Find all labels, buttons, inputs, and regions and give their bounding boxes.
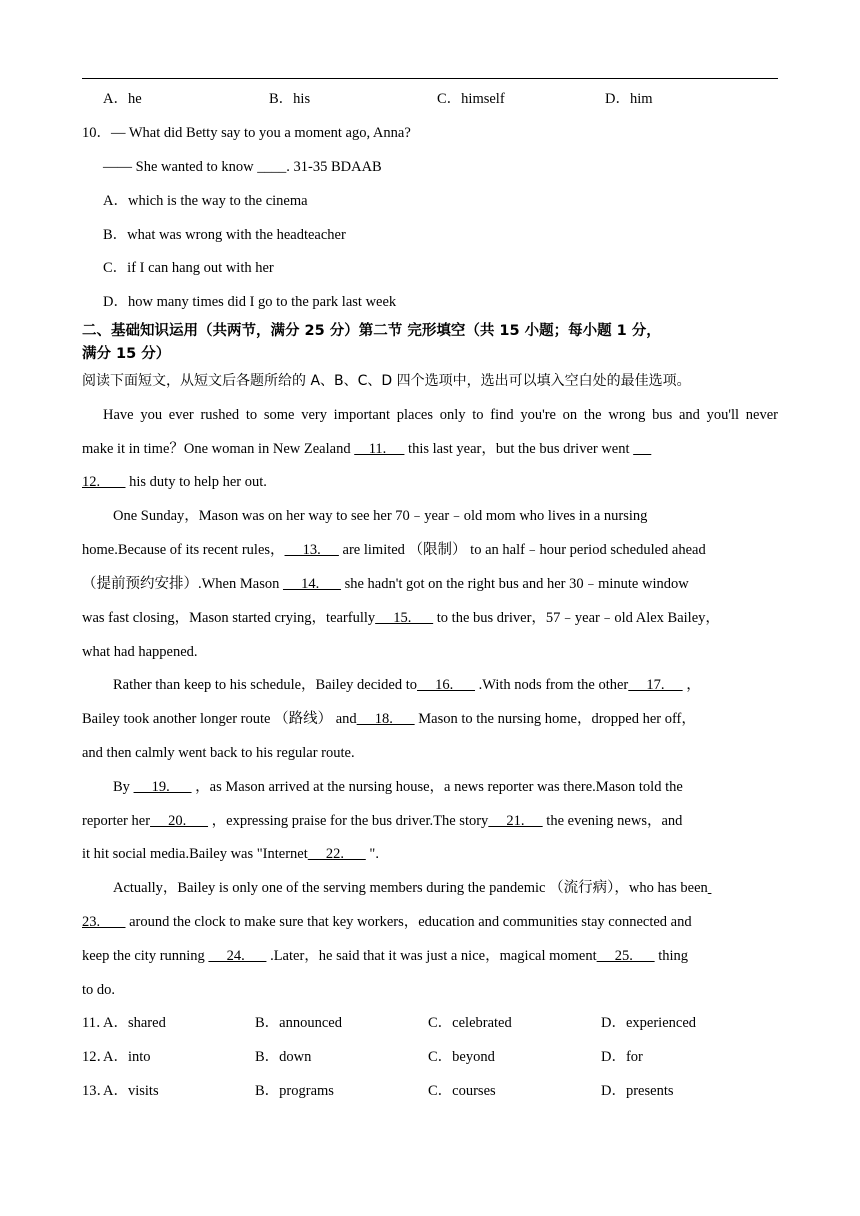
passage-line	[82, 540, 778, 560]
blank-18: 18.	[356, 711, 415, 727]
section-instruction: 阅读下面短文，从短文后各题所给的 A、B、C、D 四个选项中，选出可以填入空白处的最佳选项。	[82, 373, 691, 389]
blank-13: 13.	[284, 542, 339, 558]
q9-option-c: C．himself	[437, 91, 505, 107]
q9-option-d: D．him	[605, 91, 653, 107]
blank-22: 22.	[307, 846, 366, 862]
blank-11: 11.	[354, 441, 405, 457]
passage-text: ，	[682, 677, 701, 693]
passage-line	[113, 675, 809, 695]
passage-text: reporter her	[82, 813, 151, 829]
passage-text: are limited （限制） to an half﹣hour period scheduled ahead	[338, 542, 706, 558]
passage-text: around the clock to make sure that key workers，education and communities stay connected and	[125, 914, 692, 930]
blank-16: 16.	[417, 677, 476, 693]
passage-text: she hadn't got on the right bus and her 30﹣minute window	[340, 576, 689, 592]
blank-12: 12.	[82, 474, 126, 490]
blank-15: 15.	[375, 610, 434, 626]
passage-text: thing	[654, 948, 689, 964]
passage-text: was fast closing，Mason started crying，tearfully	[82, 610, 376, 626]
question-number: 13．	[82, 1083, 111, 1099]
q9-option-b: B．his	[269, 91, 311, 107]
blank-24: 24.	[208, 948, 267, 964]
blank-21: 21.	[488, 813, 543, 829]
passage-line	[113, 878, 809, 898]
header-rule	[82, 78, 778, 79]
passage-line	[82, 946, 778, 966]
passage-text: the evening news，and	[542, 813, 683, 829]
passage-text: By	[113, 779, 134, 795]
blank-17: 17.	[628, 677, 683, 693]
blank-25: 25.	[596, 948, 655, 964]
q10-option-a: A．which is the way to the cinema	[103, 193, 308, 209]
passage-line	[82, 709, 778, 729]
option-d: D．experienced	[601, 1015, 697, 1031]
blank-19: 19.	[133, 779, 192, 795]
passage-line: Have you ever rushed to some very important places only to find you're on the wrong bus and you'll never	[103, 407, 778, 423]
passage-text: .With nods from the other	[475, 677, 629, 693]
passage-line	[82, 574, 778, 594]
section-heading-line2: 满分 15 分）	[82, 346, 171, 362]
q10-option-b: B．what was wrong with the headteacher	[103, 227, 346, 243]
passage-line: and then calmly went back to his regular route.	[82, 745, 355, 761]
passage-text: Rather than keep to his schedule，Bailey decided to	[113, 677, 418, 693]
passage-text: Bailey took another longer route （路线） and	[82, 711, 357, 727]
option-d: D．presents	[601, 1083, 674, 1099]
passage-text: Actually，Bailey is only one of the serving members during the pandemic （流行病），who has been	[113, 880, 708, 896]
passage-text: ".	[365, 846, 379, 862]
passage-line	[113, 777, 809, 797]
passage-text: to the bus driver，57﹣year﹣old Alex Bailey，	[433, 610, 720, 626]
passage-text: it hit social media.Bailey was "Internet	[82, 846, 308, 862]
passage-line	[82, 439, 778, 459]
option-c: C．courses	[428, 1083, 496, 1099]
passage-line	[82, 811, 778, 831]
passage-text: Mason to the nursing home，dropped her off，	[414, 711, 696, 727]
passage-text: home.Because of its recent rules，	[82, 542, 285, 558]
blank-12-start	[633, 441, 651, 457]
option-d: D．for	[601, 1049, 643, 1065]
option-a: A．into	[103, 1049, 151, 1065]
blank-23-start	[708, 880, 712, 896]
option-a: A．visits	[103, 1083, 159, 1099]
section-heading-line1: 二、基础知识运用（共两节，满分 25 分）第二节 完形填空（共 15 小题；每小题 1 分，	[82, 323, 661, 339]
passage-line	[82, 912, 778, 932]
passage-text: keep the city running	[82, 948, 209, 964]
passage-text: .Later，he said that it was just a nice，magical moment	[266, 948, 597, 964]
passage-line	[82, 472, 778, 492]
passage-line	[82, 844, 778, 864]
option-b: B．announced	[255, 1015, 342, 1031]
passage-text: ，as Mason arrived at the nursing house，a news reporter was there.Mason told the	[191, 779, 683, 795]
option-a: A．shared	[103, 1015, 166, 1031]
q9-option-a: A．he	[103, 91, 142, 107]
option-b: B．programs	[255, 1083, 334, 1099]
question-number: 11．	[82, 1015, 111, 1031]
passage-line: One Sunday，Mason was on her way to see her 70﹣year﹣old mom who lives in a nursing	[113, 508, 648, 524]
passage-text: his duty to help her out.	[125, 474, 267, 490]
q10-option-d: D．how many times did I go to the park last week	[103, 294, 397, 310]
option-c: C．beyond	[428, 1049, 495, 1065]
passage-line	[82, 608, 778, 628]
option-c: C．celebrated	[428, 1015, 512, 1031]
q10-stem: 10．— What did Betty say to you a moment ago, Anna?	[82, 125, 411, 141]
passage-text: （提前预约安排）.When Mason	[82, 576, 283, 592]
passage-line: what had happened.	[82, 644, 198, 660]
passage-text: this last year，but the bus driver went	[404, 441, 634, 457]
option-b: B．down	[255, 1049, 312, 1065]
blank-20: 20.	[150, 813, 209, 829]
q10-answer-line: —— She wanted to know ____. 31-35 BDAAB	[103, 159, 382, 175]
passage-line: to do.	[82, 982, 116, 998]
q10-option-c: C．if I can hang out with her	[103, 260, 274, 276]
blank-23: 23.	[82, 914, 126, 930]
passage-text: make it in time？One woman in New Zealand	[82, 441, 355, 457]
passage-text: ，expressing praise for the bus driver.The story	[208, 813, 489, 829]
blank-14: 14.	[282, 576, 341, 592]
question-number: 12．	[82, 1049, 111, 1065]
